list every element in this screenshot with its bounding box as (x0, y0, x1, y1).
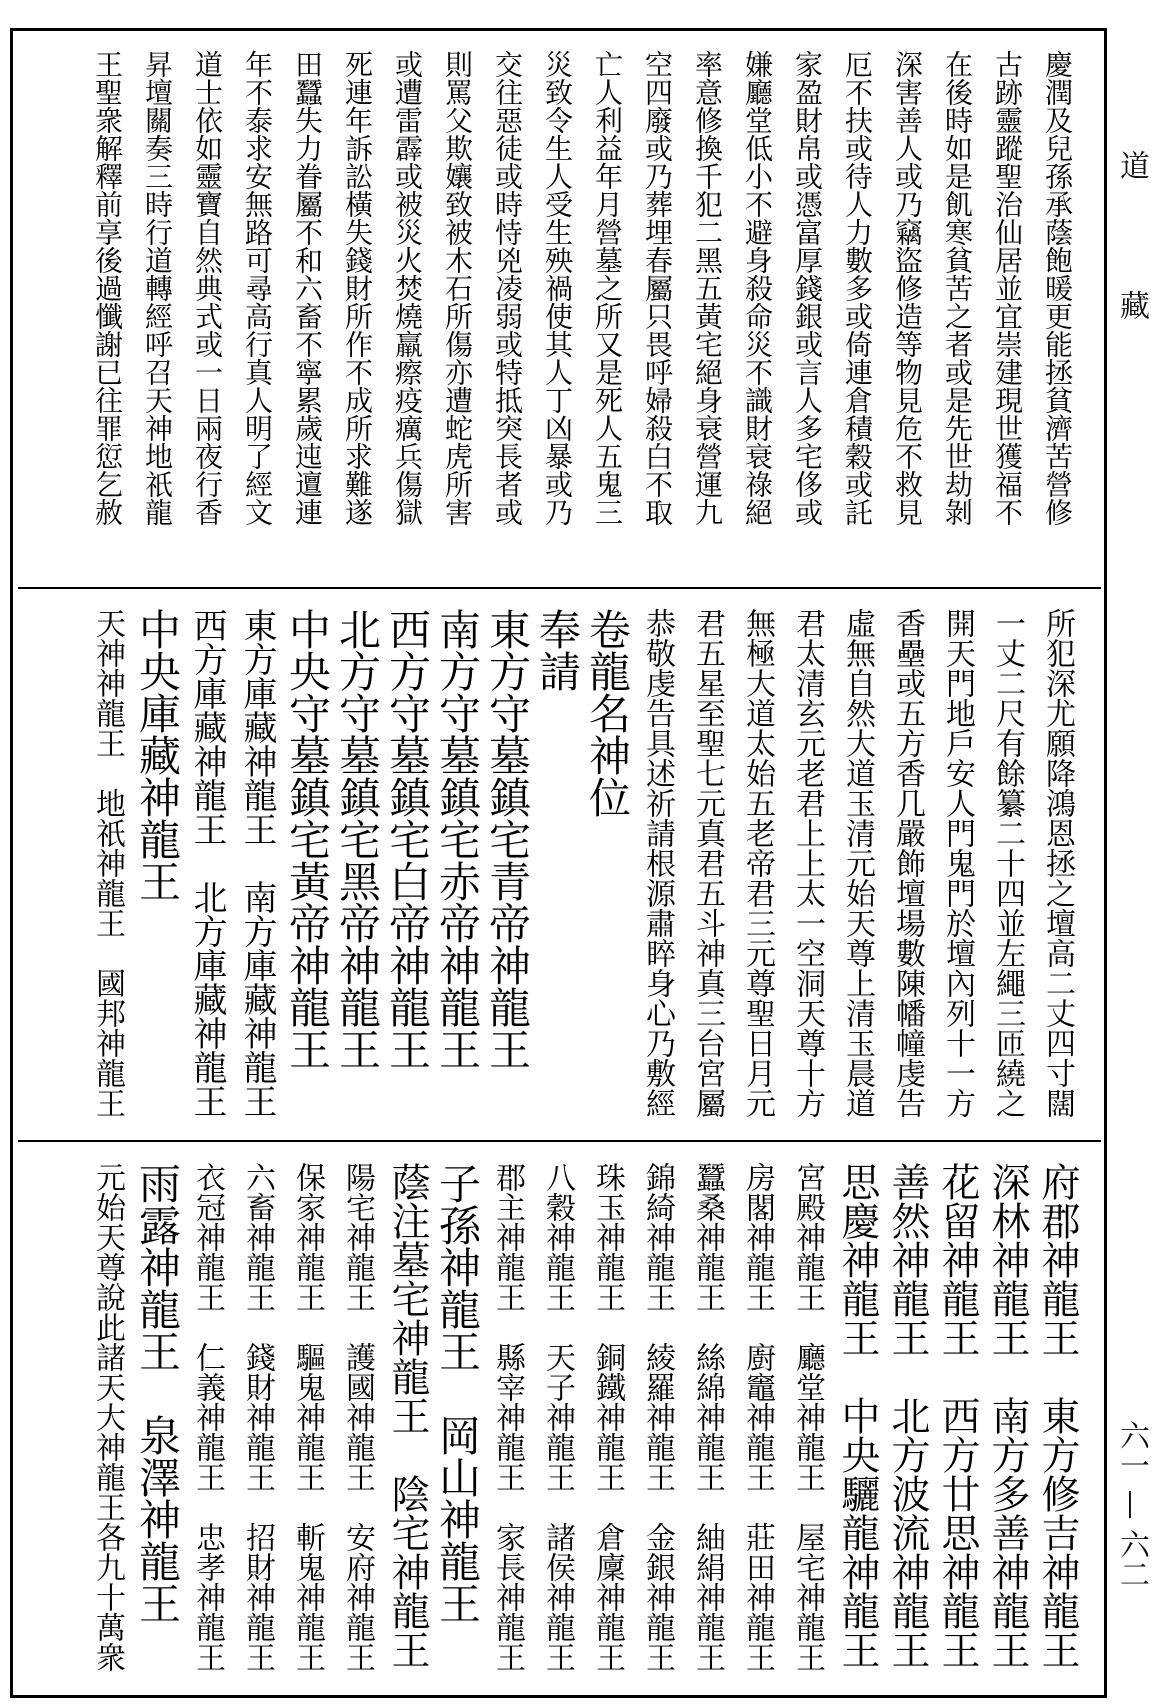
text-column: 無極大道太始五老帝君三元尊聖日月元 (740, 608, 775, 1118)
text-column: 南方守墓鎮宅赤帝神龍王 (433, 608, 482, 1070)
text-column: 東方庫藏神龍王 南方庫藏神龍王 (237, 608, 277, 1118)
text-column: 珠玉神龍王 銅鐵神龍王 倉廩神龍王 (590, 1162, 625, 1672)
text-column: 家盈財帛或憑富厚錢銀或言人多宅侈或 (791, 50, 824, 526)
text-column: 郡主神龍王 縣宰神龍王 家長神龍王 (490, 1162, 525, 1672)
text-column: 西方庫藏神龍王 北方庫藏神龍王 (187, 608, 227, 1118)
panel-divider (18, 1140, 1101, 1142)
panel-bottom (18, 1152, 1101, 1690)
text-column: 蔭注墓宅神龍王 陰宅神龍王 (385, 1162, 430, 1669)
text-column: 花留神龍王 西方廿思神龍王 (935, 1162, 980, 1669)
text-column: 厄不扶或待人力數多或倚連倉積穀或託 (841, 50, 874, 526)
text-column: 君五星至聖七元真君五斗神真三台宮屬 (690, 608, 725, 1118)
text-column: 恭敬虔告具述祈請根源肅睟身心乃敷經 (640, 608, 675, 1118)
text-column: 中央守墓鎮宅黃帝神龍王 (283, 608, 332, 1070)
text-column: 房閣神龍王 廚竈神龍王 莊田神龍王 (740, 1162, 775, 1672)
text-column: 亡人利益年月營墓之所又是死人五鬼三 (591, 50, 624, 526)
text-column: 北方守墓鎮宅黑帝神龍王 (333, 608, 382, 1070)
panel-middle (18, 598, 1101, 1128)
text-column: 年不泰求安無路可尋高行真人明了經文 (241, 50, 274, 526)
text-column: 宮殿神龍王 廳堂神龍王 屋宅神龍王 (790, 1162, 825, 1672)
text-column: 卷龍名神位 (583, 608, 632, 818)
text-column: 開天門地戶安人門鬼門於壇內列十一方 (940, 608, 975, 1118)
text-column: 陽宅神龍王 護國神龍王 安府神龍王 (340, 1162, 375, 1672)
column-group-middle (85, 608, 1079, 1118)
column-group-bottom (85, 1162, 1079, 1680)
text-column: 空四廢或乃葬埋春屬只畏呼婦殺白不取 (641, 50, 674, 526)
text-column: 錦綺神龍王 綾羅神龍王 金銀神龍王 (640, 1162, 675, 1672)
text-column: 或遭雷霹或被災火焚燒羸瘵疫癘兵傷獄 (391, 50, 424, 526)
text-column: 奉請 (533, 608, 582, 692)
text-column: 保家神龍王 驅鬼神龍王 斬鬼神龍王 (290, 1162, 325, 1672)
text-column: 一丈二尺有餘纂二十四並左繩三匝繞之 (990, 608, 1025, 1118)
text-column: 元始天尊說此諸天大神龍王各九十萬衆 (90, 1162, 125, 1672)
text-column: 君太清玄元老君上上太一空洞天尊十方 (790, 608, 825, 1118)
text-column: 所犯深尤願降鴻恩拯之壇高二丈四寸闊 (1040, 608, 1075, 1118)
text-column: 子孫神龍王 岡山神龍王 (433, 1162, 482, 1624)
text-column: 善然神龍王 北方波流神龍王 (885, 1162, 930, 1669)
text-column: 思慶神龍王 中央驪龍神龍王 (835, 1162, 880, 1669)
text-column: 田蠶失力眷屬不和六畜不寧累歲迍邅連 (291, 50, 324, 526)
text-column: 交往惡徒或時恃兇凌弱或特抵突長者或 (491, 50, 524, 526)
text-column: 慶潤及兒孫承蔭飽暖更能拯貧濟苦營修 (1041, 50, 1074, 526)
text-column: 府郡神龍王 東方修吉神龍王 (1035, 1162, 1080, 1669)
text-column: 東方守墓鎮宅青帝神龍王 (483, 608, 532, 1070)
text-column: 在後時如是飢寒貧苦之者或是先世劫剝 (941, 50, 974, 526)
text-column: 死連年訴訟橫失錢財所作不成所求難遂 (341, 50, 374, 526)
margin-label-second: 藏 (1114, 290, 1149, 320)
text-column: 天神神龍王 地祇神龍王 國邦神龍王 (90, 608, 125, 1118)
text-column: 深林神龍王 南方多善神龍王 (985, 1162, 1030, 1669)
text-column: 深害善人或乃竊盜修造等物見危不救見 (891, 50, 924, 526)
text-column: 雨露神龍王 泉澤神龍王 (133, 1162, 182, 1624)
text-column: 中央庫藏神龍王 (133, 608, 182, 902)
panel-divider (18, 587, 1101, 589)
text-column: 衣冠神龍王 仁義神龍王 忠孝神龍王 (190, 1162, 225, 1672)
text-column: 昇壇關奏三時行道轉經呼召天神地祇龍 (141, 50, 174, 526)
text-column: 六畜神龍王 錢財神龍王 招財神龍王 (240, 1162, 275, 1672)
text-column: 率意修換千犯二黑五黃宅絕身衰營運九 (691, 50, 724, 526)
text-column: 虛無自然大道玉清元始天尊上清玉晨道 (840, 608, 875, 1118)
text-column: 香壘或五方香几嚴飾壇場數陳幡幢虔告 (890, 608, 925, 1118)
text-column: 西方守墓鎮宅白帝神龍王 (383, 608, 432, 1070)
text-column: 則罵父欺孃致被木石所傷亦遭蛇虎所害 (441, 50, 474, 526)
text-column: 王聖衆解釋前享後過懺謝已往罪愆乞赦 (91, 50, 124, 526)
text-column: 古跡靈蹤聖治仙居並宜崇建現世獲福不 (991, 50, 1024, 526)
column-group-top (85, 50, 1079, 530)
text-column: 道士依如靈寶自然典式或一日兩夜行香 (191, 50, 224, 526)
text-column: 蠶桑神龍王 絲綿神龍王 紬絹神龍王 (690, 1162, 725, 1672)
text-column: 嫌廳堂低小不避身殺命災不識財衰祿絕 (741, 50, 774, 526)
margin-label-top: 道 (1114, 150, 1149, 180)
page-number: 六一 — 六二 (1114, 1420, 1149, 1590)
text-column: 災致令生人受生殃禍使其人丁凶暴或乃 (541, 50, 574, 526)
panel-top (18, 40, 1101, 540)
text-column: 八穀神龍王 天子神龍王 諸侯神龍王 (540, 1162, 575, 1672)
